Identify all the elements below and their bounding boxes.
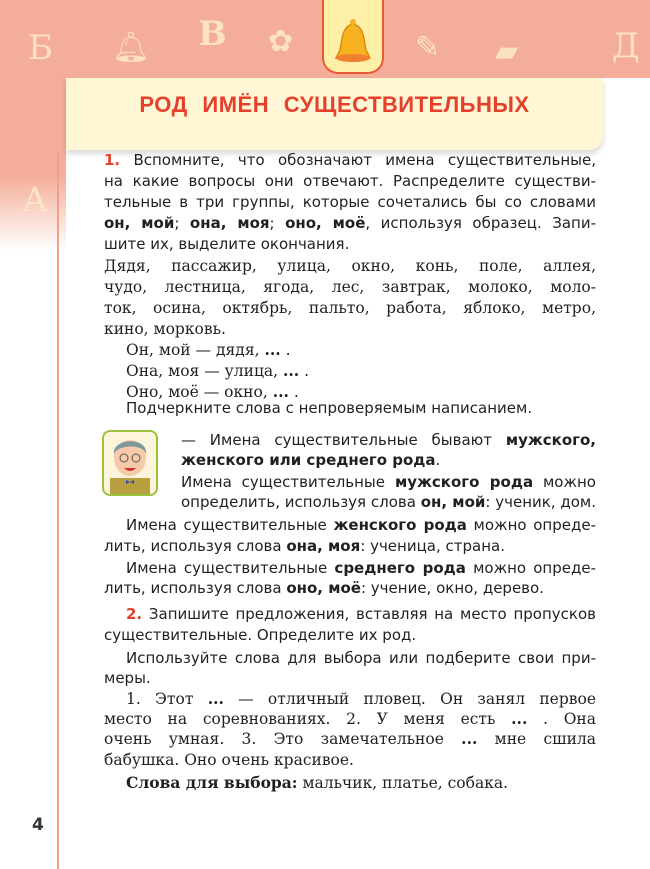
text-segment: : ученик, дом. [485, 493, 596, 511]
letter-d-decor: Д [612, 26, 640, 66]
text-line [104, 298, 596, 318]
text-segment: существительные. Определите их род. [104, 626, 417, 644]
letter-b-decor: Б [28, 28, 53, 68]
bold-term: он, мой [420, 493, 486, 511]
text-segment: Подчеркните слова с непроверяемым написанием. [126, 399, 533, 417]
letter-a-decor: А [22, 180, 48, 220]
text-segment: — Имена существительные бывают [181, 431, 506, 449]
text-line [126, 604, 596, 624]
bold-term: она, моя [189, 214, 270, 232]
text-line [104, 213, 596, 233]
text-line [104, 668, 596, 688]
text-segment: Используйте слова для выбора или подберите свои при- [126, 649, 596, 667]
text-segment: можно опреде- [465, 559, 596, 577]
page-title: РОД ИМЁН СУЩЕСТВИТЕЛЬНЫХ [139, 92, 530, 117]
bell-badge [322, 0, 384, 74]
text-segment: Дядя, пассажир, улица, окно, конь, поле, аллея, [104, 257, 596, 275]
text-line [104, 750, 596, 770]
text-segment: : учение, окно, дерево. [360, 579, 544, 597]
text-line [104, 709, 596, 729]
text-line [126, 648, 596, 668]
text-segment: место на соревнованиях. 2. У меня есть [104, 710, 512, 728]
title-box [66, 78, 603, 150]
text-line [104, 319, 596, 339]
text-segment: чудо, лестница, ягода, лес, завтрак, молоко, моло- [104, 278, 596, 296]
text-segment: Оно, моё — окно, [126, 383, 273, 401]
text-segment: на какие вопросы они отвечают. Распределите существи- [104, 172, 596, 190]
text-segment: ток, осина, октябрь, пальто, работа, яблоко, метро, [104, 299, 596, 317]
text-line [104, 234, 596, 254]
text-line [104, 625, 596, 645]
text-line [104, 536, 596, 556]
text-segment: очень умная. 3. Это замечательное [104, 730, 462, 748]
exercise-number: 1. [104, 151, 121, 169]
text-segment: Имена существительные [181, 473, 395, 491]
text-line [104, 171, 596, 191]
bold-term: ... [264, 340, 281, 359]
text-segment: лить, используя слова [104, 537, 287, 555]
bold-term: ... [511, 709, 528, 728]
text-line [104, 192, 596, 212]
teacher-character-illustration [102, 430, 158, 496]
text-segment: определить, используя слова [181, 493, 421, 511]
book-icon: ▰ [495, 34, 519, 69]
text-segment: кино, морковь. [104, 320, 226, 338]
pencil-icon: ✎ [415, 30, 441, 65]
bell-decor-icon: 🔔︎ [112, 30, 151, 65]
text-segment: можно [533, 473, 596, 491]
text-line [104, 150, 596, 170]
text-segment: . Она [527, 710, 596, 728]
bold-term: он, мой [104, 214, 175, 232]
bold-term: мужского, [505, 431, 596, 449]
text-segment: можно опреде- [466, 516, 596, 534]
text-segment: ; [174, 214, 190, 232]
text-segment: лить, используя слова [104, 579, 287, 597]
bold-term: ... [272, 382, 289, 401]
text-line [181, 472, 596, 492]
bold-term: женского или среднего рода [181, 451, 436, 469]
text-segment: Имена существительные [126, 516, 334, 534]
bold-term: Слова для выбора: [126, 773, 298, 792]
text-line [126, 558, 596, 578]
text-segment: мальчик, платье, собака. [297, 774, 509, 792]
text-line [181, 492, 596, 512]
bold-term: среднего рода [334, 559, 466, 577]
bold-term: ... [283, 361, 300, 380]
text-line [126, 689, 596, 709]
text-line [104, 729, 596, 749]
text-line [126, 398, 596, 418]
text-line [126, 361, 426, 381]
margin-line [57, 150, 59, 869]
bold-term: оно, моё [285, 214, 366, 232]
text-segment: : ученица, страна. [360, 537, 505, 555]
text-segment: Вспомните, что обозначают имена существительные, [120, 151, 596, 169]
text-line [104, 256, 596, 276]
text-segment: . [299, 362, 310, 380]
bell-icon [324, 0, 382, 72]
text-segment: ; [269, 214, 286, 232]
text-segment: 1. Этот [126, 690, 208, 708]
bold-term: оно, моё [286, 579, 361, 597]
maple-leaf-icon: ✿ [268, 24, 294, 59]
text-segment: Имена существительные [126, 559, 335, 577]
text-segment: меры. [104, 669, 151, 687]
text-segment: мне сшила [477, 730, 596, 748]
letter-v-decor: В [198, 14, 227, 54]
text-segment: . [288, 383, 299, 401]
text-segment: Она, моя — улица, [126, 362, 284, 380]
bold-term: мужского рода [394, 473, 534, 491]
text-line [104, 277, 596, 297]
bold-term: женского рода [333, 516, 467, 534]
text-segment: шите их, выделите окончания. [104, 235, 350, 253]
text-line [126, 340, 426, 360]
text-segment: бабушка. Оно очень красивое. [104, 751, 354, 769]
text-segment: тельные в три группы, которые сочетались бы со словами [104, 193, 596, 211]
text-line [126, 515, 596, 535]
exercise-number: 2. [126, 605, 143, 623]
text-line [181, 450, 596, 470]
bold-term: она, моя [286, 537, 361, 555]
text-line [181, 430, 596, 450]
text-line [126, 773, 596, 793]
bold-term: ... [461, 729, 478, 748]
text-segment: . [280, 341, 291, 359]
page-number: 4 [32, 815, 44, 835]
text-segment: . [435, 451, 441, 469]
text-segment: Он, мой — дядя, [126, 341, 265, 359]
text-segment: — отличный пловец. Он занял первое [223, 690, 597, 708]
text-segment: , используя образец. Запи- [365, 214, 596, 232]
text-segment: Запишите предложения, вставляя на место пропусков [142, 605, 596, 623]
text-line [104, 578, 596, 598]
bold-term: ... [207, 689, 224, 708]
